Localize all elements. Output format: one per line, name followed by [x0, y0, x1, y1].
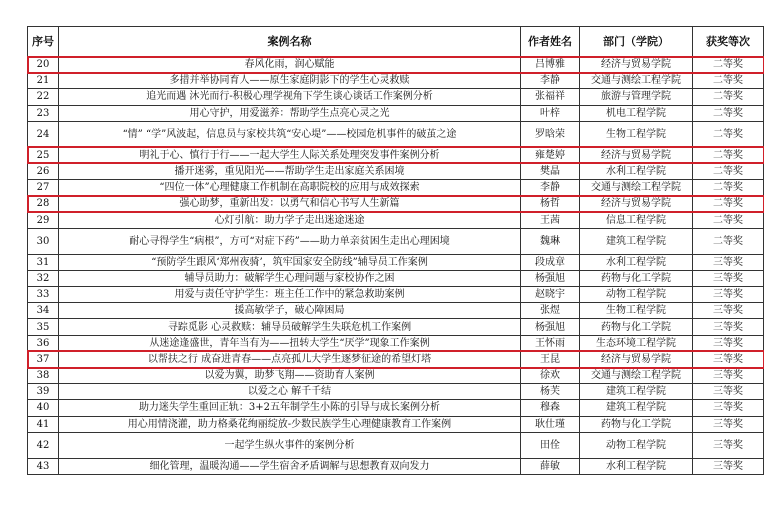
table-row: [28, 163, 764, 179]
cell-no: 22: [28, 89, 59, 105]
cell-award: 二等奖: [693, 105, 764, 121]
cell-no: 24: [28, 121, 59, 147]
table-row: [28, 270, 764, 286]
cell-author: 吕博雅: [521, 57, 580, 73]
cell-no: 26: [28, 163, 59, 179]
cell-dept: 交通与测绘工程学院: [580, 73, 693, 89]
cell-dept: 建筑工程学院: [580, 228, 693, 254]
table-row: [28, 335, 764, 351]
table-row: [28, 180, 764, 196]
cell-dept: 生态环境工程学院: [580, 335, 693, 351]
cell-dept: 经济与贸易学院: [580, 147, 693, 163]
cell-no: 42: [28, 432, 59, 458]
cell-author: 王昆: [521, 351, 580, 367]
cell-case: 春风化雨，润心赋能: [59, 57, 521, 73]
cell-dept: 旅游与管理学院: [580, 89, 693, 105]
cell-dept: 药物与化工学院: [580, 270, 693, 286]
cell-dept: 生物工程学院: [580, 303, 693, 319]
cell-author: 杨强旭: [521, 270, 580, 286]
cell-author: 赵晓宇: [521, 287, 580, 303]
cell-award: 三等奖: [693, 368, 764, 384]
cell-dept: 经济与贸易学院: [580, 57, 693, 73]
cell-no: 37: [28, 351, 59, 367]
cell-no: 38: [28, 368, 59, 384]
cell-no: 28: [28, 196, 59, 212]
cell-author: 田佺: [521, 432, 580, 458]
table-row: [28, 400, 764, 416]
cell-award: 二等奖: [693, 196, 764, 212]
cell-award: 三等奖: [693, 254, 764, 270]
cell-dept: 建筑工程学院: [580, 400, 693, 416]
cell-case: 以爱之心 解千千结: [59, 384, 521, 400]
cell-case: 从迷途逢盛世，青年当有为——扭转大学生“厌学”现象工作案例: [59, 335, 521, 351]
cell-author: 李静: [521, 180, 580, 196]
cell-case: “四位一体”心理健康工作机制在高职院校的应用与成效探索: [59, 180, 521, 196]
cell-dept: 经济与贸易学院: [580, 351, 693, 367]
cell-dept: 生物工程学院: [580, 121, 693, 147]
cell-no: 27: [28, 180, 59, 196]
cell-case: 援高敏学子，破心障困局: [59, 303, 521, 319]
cell-author: 耿仕瑾: [521, 416, 580, 432]
table-row: [28, 254, 764, 270]
cell-author: 薛敏: [521, 458, 580, 474]
cell-award: 三等奖: [693, 303, 764, 319]
cell-award: 三等奖: [693, 351, 764, 367]
cell-author: 张煜: [521, 303, 580, 319]
cell-no: 39: [28, 384, 59, 400]
cell-case: 细化管理，温暖沟通——学生宿舍矛盾调解与思想教育双向发力: [59, 458, 521, 474]
table-row: [28, 228, 764, 254]
cell-award: 二等奖: [693, 73, 764, 89]
cell-no: 35: [28, 319, 59, 335]
cell-award: 三等奖: [693, 432, 764, 458]
cell-dept: 动物工程学院: [580, 432, 693, 458]
cell-case: 辅导员助力：破解学生心理问题与家校协作之困: [59, 270, 521, 286]
table-row: [28, 196, 764, 212]
cell-award: 二等奖: [693, 89, 764, 105]
cell-case: 追光而遇 沐光而行-积极心理学视角下学生谈心谈话工作案例分析: [59, 89, 521, 105]
cell-author: 穆森: [521, 400, 580, 416]
cell-dept: 交通与测绘工程学院: [580, 180, 693, 196]
cell-no: 41: [28, 416, 59, 432]
cell-case: 以爱为翼，助梦飞翔——资助育人案例: [59, 368, 521, 384]
cell-author: 李静: [521, 73, 580, 89]
cell-author: 叶梓: [521, 105, 580, 121]
cell-case: 耐心寻得学生“病根”，方可“对症下药”——助力单亲贫困生走出心理困境: [59, 228, 521, 254]
cell-no: 32: [28, 270, 59, 286]
cell-no: 33: [28, 287, 59, 303]
table-row: [28, 212, 764, 228]
cell-award: 二等奖: [693, 180, 764, 196]
cell-award: 二等奖: [693, 121, 764, 147]
table-row: [28, 303, 764, 319]
table-body: [28, 57, 764, 475]
cell-dept: 机电工程学院: [580, 105, 693, 121]
cell-case: 明礼于心、慎行于行——一起大学生人际关系处理突发事件案例分析: [59, 147, 521, 163]
table-row: [28, 57, 764, 73]
cell-case: 一起学生纵火事件的案例分析: [59, 432, 521, 458]
table-row: [28, 121, 764, 147]
cell-no: 30: [28, 228, 59, 254]
cell-case: 以帮扶之行 成奋进青春——点亮孤儿大学生逐梦征途的希望灯塔: [59, 351, 521, 367]
cell-author: 王怀雨: [521, 335, 580, 351]
cell-dept: 信息工程学院: [580, 212, 693, 228]
cell-award: 三等奖: [693, 416, 764, 432]
cell-dept: 水利工程学院: [580, 458, 693, 474]
cell-author: 罗晗荣: [521, 121, 580, 147]
cell-author: 徐欢: [521, 368, 580, 384]
cell-case: 心灯引航：助力学子走出迷途迷途: [59, 212, 521, 228]
cell-no: 36: [28, 335, 59, 351]
cell-dept: 交通与测绘工程学院: [580, 368, 693, 384]
header-no: 序号: [28, 27, 59, 57]
cell-author: 魏琳: [521, 228, 580, 254]
table-row: [28, 351, 764, 367]
table-row: [28, 458, 764, 474]
cell-case: 用爱与责任守护学生：班主任工作中的紧急救助案例: [59, 287, 521, 303]
cell-case: 用心用情浇灌，助力格桑花绚丽绽放-少数民族学生心理健康教育工作案例: [59, 416, 521, 432]
cell-no: 43: [28, 458, 59, 474]
cell-dept: 药物与化工学院: [580, 319, 693, 335]
cell-dept: 水利工程学院: [580, 163, 693, 179]
cell-award: 三等奖: [693, 400, 764, 416]
table-row: [28, 73, 764, 89]
cell-award: 三等奖: [693, 319, 764, 335]
cell-dept: 水利工程学院: [580, 254, 693, 270]
table-row: [28, 319, 764, 335]
cell-author: 杨哲: [521, 196, 580, 212]
cell-award: 二等奖: [693, 57, 764, 73]
cell-dept: 动物工程学院: [580, 287, 693, 303]
cell-author: 杨芙: [521, 384, 580, 400]
cell-award: 三等奖: [693, 270, 764, 286]
cell-case: 强心助梦，重新出发：以勇气和信心书写人生新篇: [59, 196, 521, 212]
table-row: [28, 147, 764, 163]
header-case: 案例名称: [59, 27, 521, 57]
cell-no: 25: [28, 147, 59, 163]
cell-author: 王茜: [521, 212, 580, 228]
cell-dept: 经济与贸易学院: [580, 196, 693, 212]
cell-case: 用心守护，用爱滋养：帮助学生点亮心灵之光: [59, 105, 521, 121]
header-dept: 部门（学院）: [580, 27, 693, 57]
cell-case: 助力迷失学生重回正轨：3+2五年制学生小陈的引导与成长案例分析: [59, 400, 521, 416]
table-row: [28, 368, 764, 384]
cell-award: 三等奖: [693, 458, 764, 474]
cell-award: 二等奖: [693, 147, 764, 163]
header-author: 作者姓名: [521, 27, 580, 57]
cell-author: 雍楚婷: [521, 147, 580, 163]
award-table: [27, 26, 764, 475]
table-row: [28, 416, 764, 432]
cell-case: “情” “学”风波起，信息员与家校共筑“安心堤”——校园危机事件的破茧之途: [59, 121, 521, 147]
cell-case: 播开迷雾，重见阳光——帮助学生走出家庭关系困境: [59, 163, 521, 179]
cell-author: 樊晶: [521, 163, 580, 179]
table-row: [28, 89, 764, 105]
table-row: [28, 287, 764, 303]
cell-case: “预防学生跟风‘郑州夜骑’，筑牢国家安全防线”辅导员工作案例: [59, 254, 521, 270]
cell-award: 二等奖: [693, 228, 764, 254]
table-row: [28, 432, 764, 458]
cell-no: 31: [28, 254, 59, 270]
table-row: [28, 105, 764, 121]
cell-dept: 药物与化工学院: [580, 416, 693, 432]
cell-award: 三等奖: [693, 287, 764, 303]
cell-no: 23: [28, 105, 59, 121]
cell-case: 寻踪觅影 心灵救赎：辅导员破解学生失联危机工作案例: [59, 319, 521, 335]
cell-author: 杨强旭: [521, 319, 580, 335]
cell-award: 二等奖: [693, 212, 764, 228]
cell-dept: 建筑工程学院: [580, 384, 693, 400]
cell-author: 段成章: [521, 254, 580, 270]
cell-case: 多措并举协同育人——原生家庭阴影下的学生心灵救赎: [59, 73, 521, 89]
cell-award: 三等奖: [693, 384, 764, 400]
cell-no: 20: [28, 57, 59, 73]
header-award: 获奖等次: [693, 27, 764, 57]
header-row: [28, 27, 764, 57]
cell-award: 二等奖: [693, 163, 764, 179]
table-row: [28, 384, 764, 400]
cell-no: 21: [28, 73, 59, 89]
cell-no: 40: [28, 400, 59, 416]
cell-award: 三等奖: [693, 335, 764, 351]
cell-author: 张福祥: [521, 89, 580, 105]
cell-no: 34: [28, 303, 59, 319]
cell-no: 29: [28, 212, 59, 228]
